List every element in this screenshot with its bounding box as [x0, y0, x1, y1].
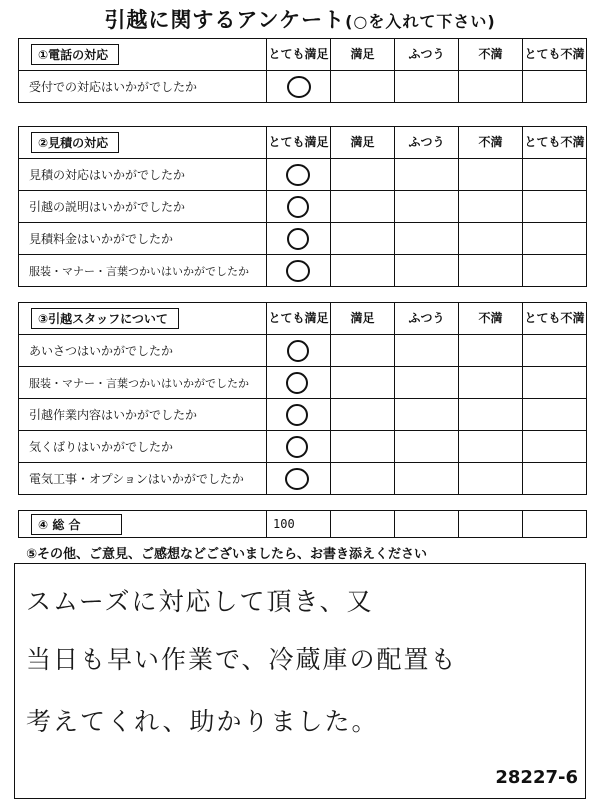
rating-header-satisfied: 満足 [331, 127, 395, 159]
answer-cell-very-dissatisfied[interactable] [523, 463, 587, 495]
answer-cell-dissatisfied[interactable] [459, 399, 523, 431]
answer-cell-very-dissatisfied[interactable] [523, 335, 587, 367]
question-row [19, 71, 587, 103]
page-title [0, 4, 600, 34]
answer-cell-neutral[interactable] [395, 223, 459, 255]
answer-cell-neutral[interactable] [395, 191, 459, 223]
answer-cell-very-satisfied[interactable] [267, 463, 331, 495]
question-text: 服装・マナー・言葉つかいはいかがでしたか [19, 255, 267, 287]
answer-cell-neutral[interactable] [395, 431, 459, 463]
question-row [19, 367, 587, 399]
section-label: ②見積の対応 [31, 132, 119, 153]
question-row [19, 255, 587, 287]
question-text: 服装・マナー・言葉つかいはいかがでしたか [19, 367, 267, 399]
question-row [19, 399, 587, 431]
answer-cell-satisfied[interactable] [331, 255, 395, 287]
question-row [19, 191, 587, 223]
question-text: 受付での対応はいかがでしたか [19, 71, 267, 103]
total-label-cell [19, 511, 267, 538]
answer-cell-very-dissatisfied[interactable] [523, 159, 587, 191]
comment-line-2: 当日も早い作業で、冷蔵庫の配置も [26, 645, 458, 674]
answer-cell-dissatisfied[interactable] [459, 463, 523, 495]
total-value[interactable]: 100 [267, 511, 331, 538]
answer-cell-very-dissatisfied[interactable] [523, 223, 587, 255]
answer-cell-dissatisfied[interactable] [459, 191, 523, 223]
question-text: 気くばりはいかがでしたか [19, 431, 267, 463]
rating-header-neutral: ふつう [395, 39, 459, 71]
circle-mark-icon [284, 226, 314, 252]
rating-header-very-satisfied: とても満足 [267, 303, 331, 335]
answer-cell-very-satisfied[interactable] [267, 191, 331, 223]
title-note: (○を入れて下さい) [345, 12, 496, 31]
rating-header-very-dissatisfied: とても不満 [523, 303, 587, 335]
rating-header-very-dissatisfied: とても不満 [523, 39, 587, 71]
answer-cell-very-satisfied[interactable] [267, 431, 331, 463]
answer-cell-neutral[interactable] [395, 399, 459, 431]
answer-cell-satisfied[interactable] [331, 463, 395, 495]
comment-heading: ⑤その他、ご意見、ご感想などございましたら、お書き添えください [26, 547, 428, 562]
circle-mark-icon [284, 370, 314, 396]
rating-header-neutral: ふつう [395, 303, 459, 335]
answer-cell-very-dissatisfied[interactable] [523, 399, 587, 431]
answer-cell-satisfied[interactable] [331, 367, 395, 399]
rating-header-dissatisfied: 不満 [459, 39, 523, 71]
question-row [19, 159, 587, 191]
answer-cell-neutral[interactable] [395, 159, 459, 191]
document-number: 28227-6 [495, 767, 578, 788]
answer-cell-very-satisfied[interactable] [267, 367, 331, 399]
answer-cell-very-satisfied[interactable] [267, 223, 331, 255]
section-header-cell [19, 303, 267, 335]
section-header-row [19, 127, 587, 159]
circle-mark-icon [284, 194, 314, 220]
answer-cell-dissatisfied[interactable] [459, 367, 523, 399]
answer-cell-satisfied[interactable] [331, 399, 395, 431]
answer-cell-satisfied[interactable] [331, 335, 395, 367]
rating-header-dissatisfied: 不満 [459, 303, 523, 335]
answer-cell-very-dissatisfied[interactable] [523, 71, 587, 103]
answer-cell-dissatisfied[interactable] [459, 431, 523, 463]
answer-cell-neutral[interactable] [395, 335, 459, 367]
answer-cell-neutral[interactable] [395, 367, 459, 399]
answer-cell-satisfied[interactable] [331, 191, 395, 223]
total-cell [331, 511, 395, 538]
rating-header-dissatisfied: 不満 [459, 127, 523, 159]
question-text: 電気工事・オプションはいかがでしたか [19, 463, 267, 495]
total-table [18, 510, 587, 538]
answer-cell-satisfied[interactable] [331, 223, 395, 255]
answer-cell-dissatisfied[interactable] [459, 159, 523, 191]
comment-line-3: 考えてくれ、助かりました。 [26, 707, 379, 736]
question-row [19, 335, 587, 367]
question-text: あいさつはいかがでしたか [19, 335, 267, 367]
section-table-2 [18, 126, 587, 287]
question-text: 見積料金はいかがでしたか [19, 223, 267, 255]
answer-cell-neutral[interactable] [395, 463, 459, 495]
rating-header-neutral: ふつう [395, 127, 459, 159]
rating-header-very-dissatisfied: とても不満 [523, 127, 587, 159]
circle-mark-icon [284, 74, 314, 100]
section-header-cell [19, 39, 267, 71]
answer-cell-very-dissatisfied[interactable] [523, 191, 587, 223]
answer-cell-very-dissatisfied[interactable] [523, 255, 587, 287]
answer-cell-very-satisfied[interactable] [267, 159, 331, 191]
answer-cell-very-satisfied[interactable] [267, 71, 331, 103]
answer-cell-dissatisfied[interactable] [459, 223, 523, 255]
answer-cell-very-dissatisfied[interactable] [523, 431, 587, 463]
section-label: ①電話の対応 [31, 44, 119, 65]
answer-cell-dissatisfied[interactable] [459, 255, 523, 287]
question-row [19, 431, 587, 463]
answer-cell-very-satisfied[interactable] [267, 255, 331, 287]
section-header-cell [19, 127, 267, 159]
circle-mark-icon [284, 434, 314, 460]
circle-mark-icon [284, 402, 314, 428]
circle-mark-icon [284, 258, 314, 284]
answer-cell-very-satisfied[interactable] [267, 399, 331, 431]
rating-header-very-satisfied: とても満足 [267, 39, 331, 71]
total-cell [395, 511, 459, 538]
question-text: 引越作業内容はいかがでしたか [19, 399, 267, 431]
answer-cell-very-dissatisfied[interactable] [523, 367, 587, 399]
title-text: 引越に関するアンケート [104, 8, 346, 32]
circle-mark-icon [284, 466, 314, 492]
section-label: ③引越スタッフについて [31, 308, 179, 329]
total-cell [459, 511, 523, 538]
question-text: 引越の説明はいかがでしたか [19, 191, 267, 223]
rating-header-satisfied: 満足 [331, 39, 395, 71]
answer-cell-satisfied[interactable] [331, 71, 395, 103]
answer-cell-very-satisfied[interactable] [267, 335, 331, 367]
section-table-1 [18, 38, 587, 103]
section-header-row [19, 303, 587, 335]
section-header-row [19, 39, 587, 71]
answer-cell-satisfied[interactable] [331, 159, 395, 191]
answer-cell-dissatisfied[interactable] [459, 335, 523, 367]
circle-mark-icon [284, 162, 314, 188]
question-row [19, 463, 587, 495]
answer-cell-neutral[interactable] [395, 71, 459, 103]
answer-cell-dissatisfied[interactable] [459, 71, 523, 103]
total-row [19, 511, 587, 538]
answer-cell-satisfied[interactable] [331, 431, 395, 463]
section-table-3 [18, 302, 587, 495]
rating-header-very-satisfied: とても満足 [267, 127, 331, 159]
circle-mark-icon [284, 338, 314, 364]
question-text: 見積の対応はいかがでしたか [19, 159, 267, 191]
answer-cell-neutral[interactable] [395, 255, 459, 287]
total-label: ④ 総 合 [31, 514, 122, 535]
question-row [19, 223, 587, 255]
rating-header-satisfied: 満足 [331, 303, 395, 335]
total-cell [523, 511, 587, 538]
comment-line-1: スムーズに対応して頂き、又 [26, 587, 374, 616]
